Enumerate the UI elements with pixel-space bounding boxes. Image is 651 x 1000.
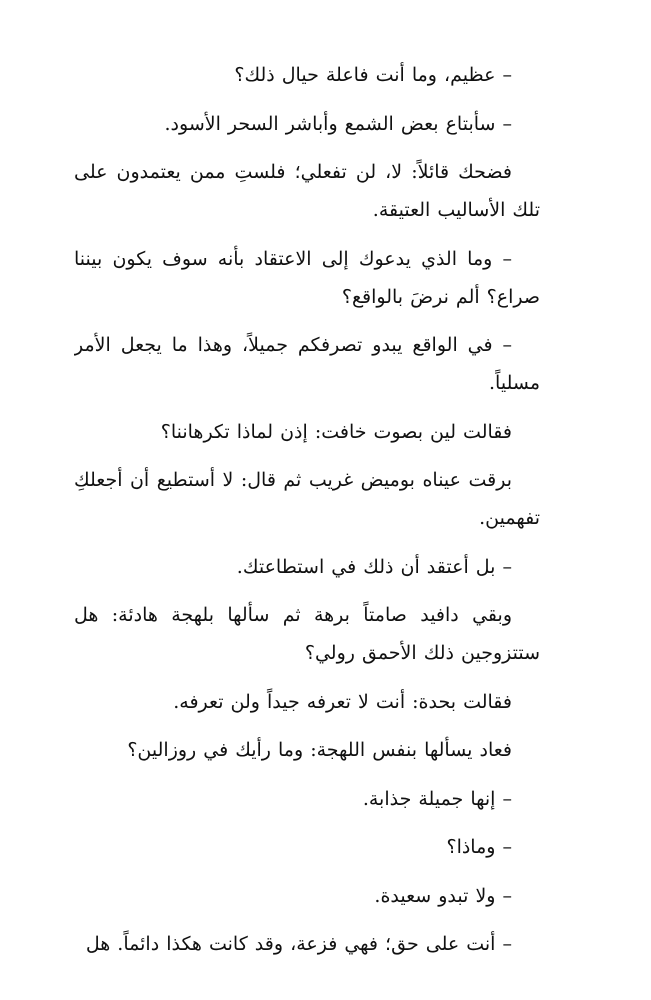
paragraph: فقالت لين بصوت خافت: إذن لماذا تكرهاننا؟ — [160, 420, 512, 443]
paragraph: – بل أعتقد أن ذلك في استطاعتك. — [236, 555, 512, 578]
paragraph: – وما الذي يدعوك إلى الاعتقاد بأنه سوف يكون بيننا صراع؟ ألم نرضَ بالواقع؟ — [74, 247, 540, 308]
paragraph: – في الواقع يبدو تصرفكم جميلاً، وهذا ما يجعل الأمر مسلياً. — [74, 334, 540, 394]
paragraph: فقالت بحدة: أنت لا تعرفه جيداً ولن تعرفه. — [173, 690, 512, 713]
paragraph: فضحك قائلاً: لا، لن تفعلي؛ فلستِ ممن يعتمدون على تلك الأساليب العتيقة. — [74, 161, 540, 221]
paragraph: – ولا تبدو سعيدة. — [374, 884, 512, 907]
paragraph: – سأبتاع بعض الشمع وأباشر السحر الأسود. — [164, 112, 512, 135]
paragraph: – أنت على حق؛ فهي فزعة، وقد كانت هكذا دائماً. هل — [85, 933, 512, 955]
paragraph: – إنها جميلة جذابة. — [362, 787, 512, 810]
paragraph: وبقي دافيد صامتاً برهة ثم سألها بلهجة هادئة: هل ستتزوجين ذلك الأحمق رولي؟ — [74, 604, 540, 664]
paragraph: – وماذا؟ — [446, 836, 512, 858]
paragraph: فعاد يسألها بنفس اللهجة: وما رأيك في روزالين؟ — [127, 739, 512, 761]
book-page — [74, 56, 540, 1000]
paragraph: برقت عيناه بوميض غريب ثم قال: لا أستطيع أن أجعلكِ تفهمين. — [74, 469, 540, 529]
paragraph: – عظيم، وما أنت فاعلة حيال ذلك؟ — [234, 64, 512, 86]
